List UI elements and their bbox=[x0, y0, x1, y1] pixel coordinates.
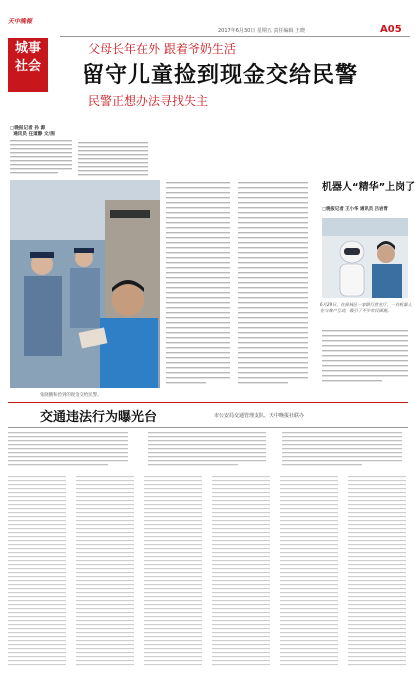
bottom-title: 交通违法行为曝光台 bbox=[40, 410, 158, 425]
bottom-divider bbox=[8, 402, 408, 403]
lead-headline: 留守儿童捡到现金交给民警 bbox=[82, 63, 359, 88]
lead-photo-image bbox=[10, 180, 160, 388]
section-label-line-2: 社会 bbox=[14, 59, 41, 74]
lead-subhead: 民警正想办法寻找失主 bbox=[88, 94, 209, 108]
side-photo-caption: 6月29日，在驿城区一家银行营业厅，一台机器人在与客户互动，吸引了不少市民围观。 bbox=[320, 302, 412, 313]
lead-kicker: 父母长年在外 跟着爷奶生活 bbox=[88, 42, 236, 56]
top-divider bbox=[60, 36, 410, 37]
page-number: A05 bbox=[380, 24, 402, 35]
bottom-title-divider bbox=[8, 427, 408, 428]
robot-photo-image bbox=[322, 218, 408, 298]
side-headline: 机器人“精华”上岗了 bbox=[322, 182, 415, 193]
lead-body-top bbox=[10, 140, 310, 180]
side-byline: □晚报记者 王小华 通讯员 吕岩青 bbox=[322, 207, 388, 212]
violation-lists bbox=[8, 432, 408, 672]
side-body bbox=[322, 330, 408, 396]
lead-body-columns bbox=[166, 182, 316, 397]
paper-logo: 天中晚報 bbox=[8, 18, 33, 25]
lead-photo-caption: 张晓鹏和捡到的现金交给民警。 bbox=[40, 393, 102, 398]
date-line: 2017年6月30日 星期五 责任编辑 王晓 bbox=[218, 28, 306, 34]
side-photo bbox=[322, 218, 408, 298]
masthead bbox=[0, 0, 415, 108]
bottom-subtitle: 市公安局交通管理支队、天中晚报社联办 bbox=[214, 413, 305, 419]
section-label bbox=[8, 38, 48, 92]
section-label-line-1: 城事 bbox=[14, 41, 41, 56]
lead-byline: □晚报记者 孙 源 通讯员 任道静 文/图 bbox=[10, 126, 55, 137]
lead-photo bbox=[10, 180, 160, 388]
